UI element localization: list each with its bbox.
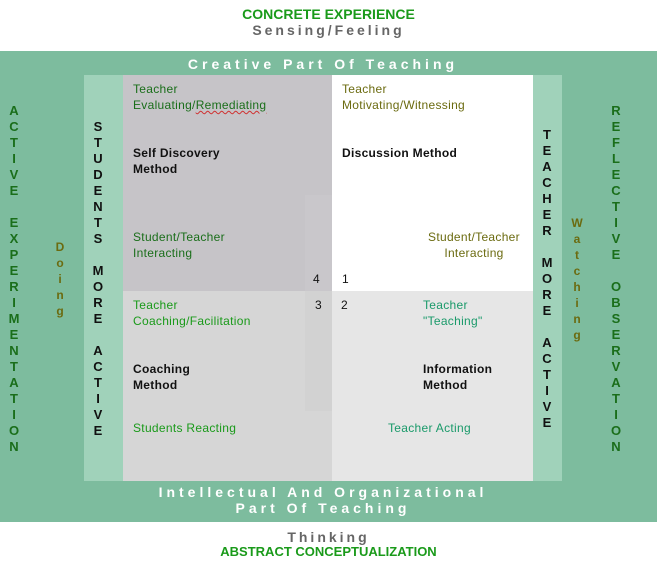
teacher-more-active-letter: A: [542, 335, 552, 350]
active-experimentation-letter: E: [9, 327, 19, 342]
students-more-active-letter: T: [94, 375, 102, 390]
active-experimentation-letter: I: [12, 295, 16, 310]
q3-interaction: Students Reacting: [133, 421, 237, 435]
active-experimentation-letter: T: [10, 359, 18, 374]
teacher-more-active-letter: R: [542, 287, 552, 302]
q1-interaction: [420, 229, 528, 261]
active-experimentation-letter: N: [9, 439, 19, 454]
students-more-active-letter: S: [93, 119, 103, 134]
reflective-observation-letter: T: [612, 391, 620, 406]
active-experimentation-letter: I: [12, 151, 16, 166]
reflective-observation-letter: F: [612, 135, 620, 150]
thinking-subtitle: Thinking: [287, 529, 370, 545]
teacher-more-active-letter: E: [542, 303, 552, 318]
doing-letter: D: [55, 240, 65, 254]
active-experimentation-letter: A: [9, 375, 19, 390]
q4-method-line1: Self Discovery: [133, 146, 220, 160]
reflective-observation-letter: V: [611, 231, 621, 246]
teacher-more-active-letter: C: [542, 175, 552, 190]
students-more-active-letter: [90, 247, 106, 263]
watching-letter: W: [571, 216, 583, 230]
students-more-active-letter: C: [93, 359, 103, 374]
q3-method-line1: Coaching: [133, 362, 191, 376]
active-experimentation-letter: [6, 199, 22, 215]
teacher-more-active-letter: R: [542, 223, 552, 238]
reflective-observation-letter: R: [611, 343, 621, 358]
q2-role: [423, 297, 483, 329]
students-more-active-letter: E: [93, 423, 103, 438]
watching-letter: c: [573, 264, 581, 278]
watching-letter: n: [573, 312, 581, 326]
students-more-active-letter: I: [96, 391, 100, 406]
q2-number: 2: [341, 298, 348, 312]
q3-number: 3: [315, 298, 322, 312]
active-experimentation-letter: A: [9, 103, 19, 118]
teacher-more-active-label: [539, 127, 555, 431]
q3-method: [133, 361, 190, 393]
active-experimentation-letter: N: [9, 343, 19, 358]
doing-letter: g: [56, 304, 64, 318]
watching-letter: g: [573, 328, 581, 342]
q4-role-line1: Teacher: [133, 82, 178, 96]
teacher-more-active-letter: V: [542, 399, 552, 414]
q4-role-line2b: Remediating: [195, 98, 267, 112]
watching-letter: i: [575, 296, 579, 310]
doing-label: [52, 239, 68, 319]
students-more-active-letter: M: [92, 263, 104, 278]
q1-role-line1: Teacher: [342, 82, 387, 96]
students-more-active-letter: E: [93, 311, 103, 326]
q4-interaction-line2: Interacting: [133, 246, 193, 260]
teacher-more-active-letter: M: [541, 255, 553, 270]
q3-role-line2: Coaching/Facilitation: [133, 314, 251, 328]
students-more-active-letter: A: [93, 343, 103, 358]
students-more-active-label: [90, 119, 106, 439]
teacher-more-active-letter: H: [542, 191, 552, 206]
q4-interaction-line1: Student/Teacher: [133, 230, 225, 244]
students-more-active-letter: V: [93, 407, 103, 422]
reflective-observation-letter: S: [611, 311, 621, 326]
reflective-observation-letter: O: [610, 279, 622, 294]
active-experimentation-letter: T: [10, 391, 18, 406]
q4-role-line2a: Evaluating/: [133, 98, 196, 112]
q1-role: [342, 81, 465, 113]
q1-number: 1: [342, 272, 349, 286]
doing-letter: i: [58, 272, 62, 286]
active-experimentation-letter: X: [9, 231, 19, 246]
reflective-observation-letter: I: [614, 407, 618, 422]
teacher-more-active-letter: E: [542, 143, 552, 158]
sensing-feeling-subtitle: Sensing/Feeling: [252, 22, 405, 38]
students-more-active-letter: U: [93, 151, 103, 166]
q1-role-line2: Motivating/Witnessing: [342, 98, 466, 112]
watching-letter: h: [573, 280, 581, 294]
q3-role: [133, 297, 251, 329]
teacher-more-active-letter: C: [542, 351, 552, 366]
active-experimentation-letter: E: [9, 215, 19, 230]
q3-method-line2: Method: [133, 378, 178, 392]
students-more-active-letter: T: [94, 215, 102, 230]
q4-role-line2: [133, 97, 266, 113]
reflective-observation-letter: B: [611, 295, 621, 310]
students-more-active-letter: T: [94, 135, 102, 150]
students-more-active-letter: R: [93, 295, 103, 310]
q2-role-line1: Teacher: [423, 298, 468, 312]
q4-role: [133, 81, 266, 113]
reflective-observation-letter: V: [611, 359, 621, 374]
active-experimentation-letter: E: [9, 263, 19, 278]
active-experimentation-letter: E: [9, 183, 19, 198]
footer-line2: Part Of Teaching: [235, 500, 411, 516]
q4-method-line2: Method: [133, 162, 178, 176]
reflective-observation-letter: R: [611, 103, 621, 118]
q4-number: 4: [313, 272, 320, 286]
active-experimentation-letter: I: [12, 407, 16, 422]
q4-method: [133, 145, 220, 177]
active-experimentation-letter: M: [8, 311, 20, 326]
q2-method-line1: Information: [423, 362, 493, 376]
teacher-more-active-letter: [539, 239, 555, 255]
q2-role-line2: "Teaching": [423, 314, 483, 328]
teacher-more-active-letter: I: [545, 383, 549, 398]
q1-interaction-line1: Student/Teacher: [428, 230, 520, 244]
reflective-observation-letter: E: [611, 119, 621, 134]
teacher-more-active-letter: O: [541, 271, 553, 286]
q3-role-line1: Teacher: [133, 298, 178, 312]
reflective-observation-letter: C: [611, 183, 621, 198]
students-more-active-letter: N: [93, 199, 103, 214]
students-more-active-letter: D: [93, 167, 103, 182]
active-experimentation-letter: P: [9, 247, 19, 262]
teacher-more-active-letter: [539, 319, 555, 335]
students-more-active-letter: E: [93, 183, 103, 198]
teacher-more-active-letter: E: [542, 415, 552, 430]
q2-method: [423, 361, 492, 393]
reflective-observation-letter: N: [611, 439, 621, 454]
teacher-more-active-letter: T: [543, 127, 551, 142]
watching-letter: t: [575, 248, 579, 262]
reflective-observation-letter: A: [611, 375, 621, 390]
reflective-observation-letter: E: [611, 167, 621, 182]
teacher-more-active-letter: T: [543, 367, 551, 382]
students-more-active-letter: O: [92, 279, 104, 294]
q2-interaction: Teacher Acting: [388, 421, 471, 435]
reflective-observation-letter: L: [612, 151, 620, 166]
concrete-experience-title: CONCRETE EXPERIENCE: [242, 6, 415, 22]
active-experimentation-letter: C: [9, 119, 19, 134]
reflective-observation-letter: O: [610, 423, 622, 438]
watching-letter: a: [573, 232, 581, 246]
watching-label: [569, 215, 585, 343]
active-experimentation-letter: T: [10, 135, 18, 150]
students-more-active-letter: [90, 327, 106, 343]
doing-letter: o: [56, 256, 64, 270]
reflective-observation-label: [608, 103, 624, 455]
doing-letter: n: [56, 288, 64, 302]
teacher-more-active-letter: E: [542, 207, 552, 222]
students-more-active-letter: S: [93, 231, 103, 246]
q1-interaction-line2: Interacting: [444, 246, 504, 260]
active-experimentation-letter: R: [9, 279, 19, 294]
q2-method-line2: Method: [423, 378, 468, 392]
active-experimentation-label: [6, 103, 22, 455]
creative-part-header: Creative Part Of Teaching: [187, 56, 459, 72]
active-experimentation-letter: V: [9, 167, 19, 182]
q4-interaction: [133, 229, 225, 261]
footer-line1: Intellectual And Organizational: [158, 484, 488, 500]
teacher-more-active-letter: A: [542, 159, 552, 174]
reflective-observation-letter: I: [614, 215, 618, 230]
intellectual-part-footer: [84, 484, 562, 516]
reflective-observation-letter: T: [612, 199, 620, 214]
abstract-conceptualization-title: ABSTRACT CONCEPTUALIZATION: [220, 544, 437, 559]
reflective-observation-letter: [608, 263, 624, 279]
reflective-observation-letter: E: [611, 247, 621, 262]
active-experimentation-letter: O: [8, 423, 20, 438]
reflective-observation-letter: E: [611, 327, 621, 342]
q1-method: Discussion Method: [342, 146, 458, 160]
